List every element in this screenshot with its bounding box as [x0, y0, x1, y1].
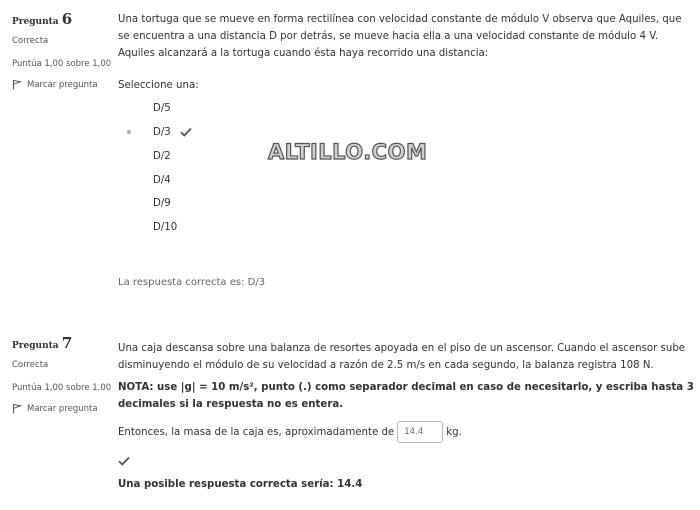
watermark: ALTILLO.COM — [268, 140, 428, 164]
option-radio-selected[interactable] — [127, 130, 131, 134]
question-7-grade: Puntúa 1,00 sobre 1,00 — [12, 383, 112, 393]
flag-label: Marcar pregunta — [27, 403, 98, 414]
question-6-text: Una tortuga que se mueve en forma rectilínea con velocidad constante de módulo V observa que Aquiles, que se encuentra a una distancia D por detrás, se mueve hacia ella a una velocidad constante de módulo 4 V. Aquiles alcanzará a la tortuga cuando ésta haya recorrido una distancia: — [118, 14, 682, 59]
option-d4[interactable] — [118, 169, 238, 191]
option-label: D/5 — [153, 102, 171, 114]
option-radio[interactable] — [127, 154, 131, 158]
option-label: D/9 — [153, 197, 171, 209]
option-d3[interactable] — [118, 121, 238, 143]
option-d10[interactable] — [118, 216, 238, 238]
question-7-state: Correcta — [12, 360, 49, 370]
option-radio[interactable] — [127, 106, 131, 110]
answer-prefix: Entonces, la masa de la caja es, aproximadamente de — [118, 426, 395, 438]
option-label: D/10 — [153, 221, 178, 233]
answer-row — [118, 421, 462, 443]
question-7-flag[interactable] — [12, 403, 112, 414]
option-label: D/4 — [153, 174, 171, 186]
option-radio[interactable] — [127, 225, 131, 229]
flag-icon — [12, 79, 22, 90]
option-radio[interactable] — [127, 201, 131, 205]
question-6-prompt: Seleccione una: — [118, 80, 199, 91]
option-label: D/3 — [153, 126, 171, 138]
option-d5[interactable] — [118, 97, 238, 119]
question-6-grade: Puntúa 1,00 sobre 1,00 — [12, 59, 112, 69]
question-6-feedback: La respuesta correcta es: D/3 — [118, 277, 266, 288]
option-label: D/2 — [153, 150, 171, 162]
check-icon — [180, 127, 192, 137]
question-7-note: NOTA: use |g| = 10 m/s², punto (.) como separador decimal en caso de necesitarlo, y escriba hasta 3 decimales si la respuesta no es entera. — [118, 382, 694, 410]
flag-label: Marcar pregunta — [27, 79, 98, 90]
answer-suffix: kg. — [446, 426, 462, 438]
question-7-info — [12, 334, 112, 414]
option-d2[interactable] — [118, 145, 238, 167]
question-7-text: Una caja descansa sobre una balanza de resortes apoyada en el piso de un ascensor. Cuando el ascensor sube disminuyendo el módulo de su velocidad a razón de 2.5 m/s en cada segundo, la balanza registra 108 N. — [118, 343, 686, 371]
question-6-flag[interactable] — [12, 79, 112, 90]
answer-input[interactable] — [397, 421, 443, 443]
question-7-number: Pregunta 7 — [12, 334, 73, 352]
question-7-feedback: Una posible respuesta correcta sería: 14.4 — [118, 479, 363, 490]
option-radio[interactable] — [127, 178, 131, 182]
question-6-number: Pregunta 6 — [12, 10, 73, 28]
check-icon — [118, 456, 130, 466]
question-6-info — [12, 10, 112, 90]
option-d9[interactable] — [118, 192, 238, 214]
question-6-state: Correcta — [12, 36, 49, 46]
flag-icon — [12, 403, 22, 414]
